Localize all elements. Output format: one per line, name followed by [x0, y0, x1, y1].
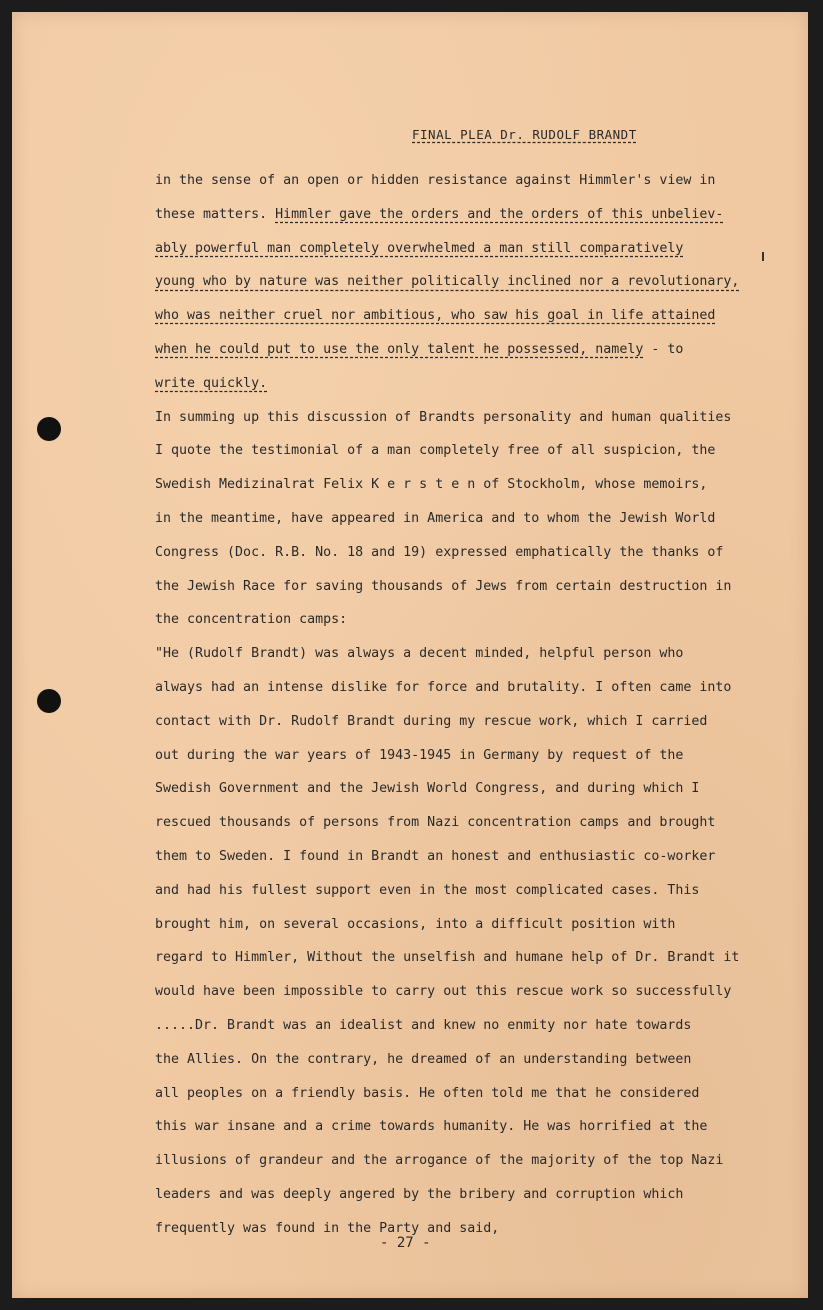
text-line: illusions of grandeur and the arrogance of the majority of the top Nazi [155, 1153, 724, 1169]
text-line [155, 198, 785, 232]
text-line: Congress (Doc. R.B. No. 18 and 19) expressed emphatically the thanks of [155, 544, 724, 560]
text-line: out during the war years of 1943-1945 in Germany by request of the [155, 747, 684, 763]
document-header: FINAL PLEA Dr. RUDOLF BRANDT [412, 127, 637, 142]
document-page [12, 12, 808, 1298]
text-line: brought him, on several occasions, into a difficult position with [155, 916, 676, 932]
text-line: the Allies. On the contrary, he dreamed of an understanding between [155, 1051, 692, 1067]
punch-hole-bottom [37, 689, 61, 713]
underlined-text: young who by nature was neither politically inclined nor a revolutionary, [155, 274, 740, 290]
text-line: and had his fullest support even in the most complicated cases. This [155, 882, 700, 898]
text-line: frequently was found in the Party and said, [155, 1220, 500, 1236]
underlined-text: ably powerful man completely overwhelmed a man still comparatively [155, 240, 684, 256]
text-line: .....Dr. Brandt was an idealist and knew no enmity nor hate towards [155, 1017, 692, 1033]
text-line: the Jewish Race for saving thousands of Jews from certain destruction in [155, 578, 732, 594]
text-line [155, 265, 785, 299]
text-line [155, 299, 785, 333]
text-line: leaders and was deeply angered by the bribery and corruption which [155, 1186, 684, 1202]
plain-text: - to [643, 341, 684, 357]
text-line: in the sense of an open or hidden resistance against Himmler's view in [155, 173, 716, 188]
text-line: Swedish Government and the Jewish World Congress, and during which I [155, 781, 700, 797]
plain-text: these matters. [155, 206, 276, 222]
text-line: in the meantime, have appeared in America and to whom the Jewish World [155, 510, 716, 526]
underlined-text: Himmler gave the orders and the orders of this unbeliev- [275, 206, 724, 222]
text-line: the concentration camps: [155, 612, 348, 628]
underlined-text: who was neither cruel nor ambitious, who saw his goal in life attained [155, 308, 716, 324]
text-line: regard to Himmler, Without the unselfish and humane help of Dr. Brandt it [155, 950, 740, 966]
text-line [155, 232, 785, 266]
text-line [155, 333, 785, 367]
typed-text-body [155, 164, 785, 1246]
text-line: always had an intense dislike for force and brutality. I often came into [155, 679, 732, 695]
text-line: would have been impossible to carry out this rescue work so successfully [155, 984, 732, 1000]
text-line: "He (Rudolf Brandt) was always a decent minded, helpful person who [155, 646, 684, 662]
page-number: - 27 - [380, 1235, 431, 1251]
underlined-text: when he could put to use the only talent he possessed, namely [155, 341, 644, 357]
text-line: contact with Dr. Rudolf Brandt during my rescue work, which I carried [155, 713, 708, 729]
text-line: this war insane and a crime towards humanity. He was horrified at the [155, 1119, 708, 1135]
underlined-text: write quickly. [155, 375, 268, 391]
text-line: all peoples on a friendly basis. He often told me that he considered [155, 1085, 700, 1101]
text-line: Swedish Medizinalrat Felix K e r s t e n of Stockholm, whose memoirs, [155, 477, 708, 493]
text-line: I quote the testimonial of a man completely free of all suspicion, the [155, 443, 716, 459]
text-line [155, 367, 785, 401]
punch-hole-top [37, 417, 61, 441]
text-line: In summing up this discussion of Brandts personality and human qualities [155, 409, 732, 425]
text-line: them to Sweden. I found in Brandt an honest and enthusiastic co-worker [155, 848, 716, 864]
text-line: rescued thousands of persons from Nazi concentration camps and brought [155, 815, 716, 831]
